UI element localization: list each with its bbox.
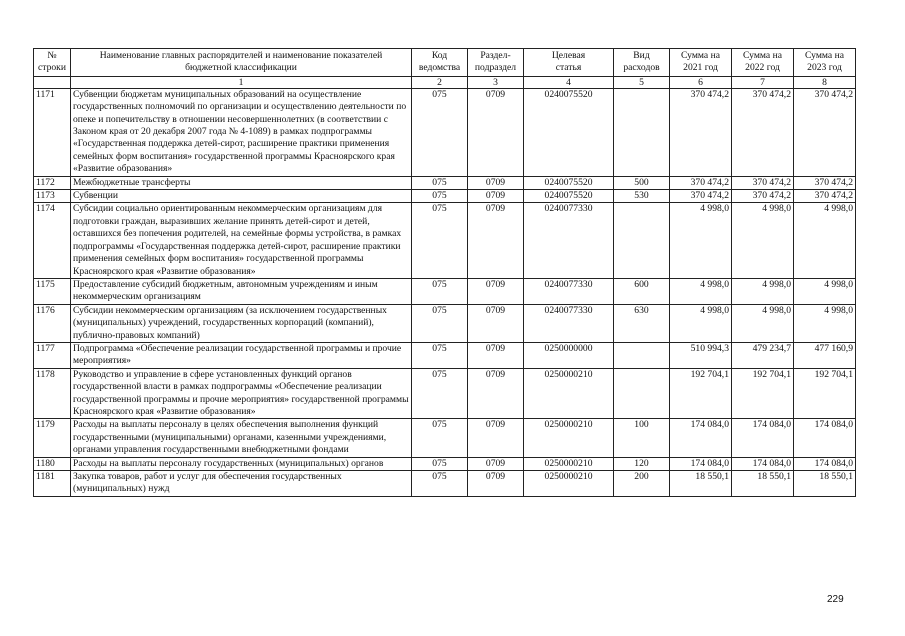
sum-2022-cell: 174 084,0 [732, 419, 794, 457]
column-number: 3 [468, 76, 524, 88]
sum-2022-cell: 4 998,0 [732, 278, 794, 304]
row-number-cell: 1181 [34, 471, 71, 497]
row-number-cell: 1176 [34, 304, 71, 342]
razdel-cell: 0709 [468, 471, 524, 497]
ved-cell: 075 [412, 342, 468, 368]
target-article-cell: 0240077330 [524, 304, 614, 342]
sum-2023-cell: 4 998,0 [794, 278, 856, 304]
column-number-row [34, 76, 856, 88]
expense-type-cell: 500 [614, 176, 670, 189]
header-sum-2021: Сумма на 2021 год [670, 49, 732, 77]
target-article-cell: 0240077330 [524, 203, 614, 278]
ved-cell: 075 [412, 368, 468, 419]
ved-cell: 075 [412, 457, 468, 470]
column-number: 5 [614, 76, 670, 88]
sum-2023-cell: 370 474,2 [794, 190, 856, 203]
sum-2021-cell: 370 474,2 [670, 176, 732, 189]
table-row [34, 88, 856, 176]
expense-type-cell: 600 [614, 278, 670, 304]
table-row [34, 457, 856, 470]
expense-type-cell: 200 [614, 471, 670, 497]
row-number-cell: 1173 [34, 190, 71, 203]
header-sum-2023: Сумма на 2023 год [794, 49, 856, 77]
ved-cell: 075 [412, 419, 468, 457]
sum-2022-cell: 192 704,1 [732, 368, 794, 419]
row-number-cell: 1174 [34, 203, 71, 278]
row-number-cell: 1180 [34, 457, 71, 470]
sum-2021-cell: 4 998,0 [670, 278, 732, 304]
sum-2021-cell: 174 084,0 [670, 419, 732, 457]
ved-cell: 075 [412, 88, 468, 176]
table-row [34, 203, 856, 278]
header-razdel: Раздел- подраздел [468, 49, 524, 77]
sum-2021-cell: 510 994,3 [670, 342, 732, 368]
expense-type-cell: 120 [614, 457, 670, 470]
sum-2022-cell: 370 474,2 [732, 190, 794, 203]
sum-2021-cell: 4 998,0 [670, 203, 732, 278]
ved-cell: 075 [412, 471, 468, 497]
column-number: 8 [794, 76, 856, 88]
name-cell: Закупка товаров, работ и услуг для обеспечения государственных (муниципальных) нужд [71, 471, 412, 497]
sum-2023-cell: 370 474,2 [794, 176, 856, 189]
header-target-article: Целевая статья [524, 49, 614, 77]
header-expense-type: Вид расходов [614, 49, 670, 77]
sum-2021-cell: 4 998,0 [670, 304, 732, 342]
name-cell: Руководство и управление в сфере установленных функций органов государственной власти в рамках подпрограммы «Обеспечение реализации государственной программы и прочие мероприятия» государственной программы Красноярского края «Развитие образования» [71, 368, 412, 419]
header-name: Наименование главных распорядителей и наименование показателей бюджетной классификации [71, 49, 412, 77]
sum-2022-cell: 174 084,0 [732, 457, 794, 470]
sum-2022-cell: 4 998,0 [732, 304, 794, 342]
ved-cell: 075 [412, 176, 468, 189]
row-number-cell: 1177 [34, 342, 71, 368]
budget-table [33, 48, 856, 497]
column-number [34, 76, 71, 88]
sum-2022-cell: 370 474,2 [732, 176, 794, 189]
header-sum-2022: Сумма на 2022 год [732, 49, 794, 77]
table-row [34, 471, 856, 497]
row-number-cell: 1178 [34, 368, 71, 419]
razdel-cell: 0709 [468, 419, 524, 457]
name-cell: Субсидии социально ориентированным некоммерческим организациям для подготовки граждан, выразивших желание принять детей-сирот и детей, оставшихся без попечения родителей, на семейные формы устройства, в рамках подпрограммы «Государственная поддержка детей-сирот, расширение практики применения семейных форм воспитания» государственной программы Красноярского края «Развитие образования» [71, 203, 412, 278]
sum-2021-cell: 174 084,0 [670, 457, 732, 470]
table-body [34, 88, 856, 496]
sum-2022-cell: 4 998,0 [732, 203, 794, 278]
name-cell: Предоставление субсидий бюджетным, автономным учреждениям и иным некоммерческим организациям [71, 278, 412, 304]
sum-2023-cell: 174 084,0 [794, 457, 856, 470]
expense-type-cell [614, 342, 670, 368]
ved-cell: 075 [412, 203, 468, 278]
sum-2021-cell: 370 474,2 [670, 88, 732, 176]
column-number: 6 [670, 76, 732, 88]
target-article-cell: 0240075520 [524, 190, 614, 203]
target-article-cell: 0250000210 [524, 368, 614, 419]
name-cell: Подпрограмма «Обеспечение реализации государственной программы и прочие мероприятия» [71, 342, 412, 368]
table-row [34, 342, 856, 368]
expense-type-cell: 530 [614, 190, 670, 203]
sum-2022-cell: 370 474,2 [732, 88, 794, 176]
header-row [34, 49, 856, 77]
column-number: 7 [732, 76, 794, 88]
table-row [34, 419, 856, 457]
target-article-cell: 0240075520 [524, 176, 614, 189]
razdel-cell: 0709 [468, 368, 524, 419]
target-article-cell: 0250000210 [524, 471, 614, 497]
header-ved: Код ведомства [412, 49, 468, 77]
name-cell: Расходы на выплаты персоналу в целях обеспечения выполнения функций государственными (муниципальными) органами, казенными учреждениями, органами управления государственными внебюджетными фондами [71, 419, 412, 457]
razdel-cell: 0709 [468, 457, 524, 470]
row-number-cell: 1172 [34, 176, 71, 189]
name-cell: Субсидии некоммерческим организациям (за исключением государственных (муниципальных) учреждений, государственных корпораций (компаний), публично-правовых компаний) [71, 304, 412, 342]
name-cell: Межбюджетные трансферты [71, 176, 412, 189]
sum-2022-cell: 479 234,7 [732, 342, 794, 368]
sum-2023-cell: 4 998,0 [794, 304, 856, 342]
table-row [34, 304, 856, 342]
target-article-cell: 0250000210 [524, 457, 614, 470]
table-row [34, 368, 856, 419]
table-row [34, 190, 856, 203]
sum-2021-cell: 370 474,2 [670, 190, 732, 203]
expense-type-cell [614, 88, 670, 176]
sum-2021-cell: 192 704,1 [670, 368, 732, 419]
row-number-cell: 1171 [34, 88, 71, 176]
sum-2023-cell: 192 704,1 [794, 368, 856, 419]
sum-2023-cell: 174 084,0 [794, 419, 856, 457]
razdel-cell: 0709 [468, 176, 524, 189]
ved-cell: 075 [412, 190, 468, 203]
razdel-cell: 0709 [468, 190, 524, 203]
target-article-cell: 0250000210 [524, 419, 614, 457]
razdel-cell: 0709 [468, 278, 524, 304]
sum-2021-cell: 18 550,1 [670, 471, 732, 497]
table-row [34, 176, 856, 189]
ved-cell: 075 [412, 278, 468, 304]
ved-cell: 075 [412, 304, 468, 342]
sum-2023-cell: 18 550,1 [794, 471, 856, 497]
row-number-cell: 1179 [34, 419, 71, 457]
target-article-cell: 0250000000 [524, 342, 614, 368]
expense-type-cell [614, 203, 670, 278]
header-row-number: № строки [34, 49, 71, 77]
expense-type-cell [614, 368, 670, 419]
razdel-cell: 0709 [468, 88, 524, 176]
table-row [34, 278, 856, 304]
razdel-cell: 0709 [468, 203, 524, 278]
target-article-cell: 0240077330 [524, 278, 614, 304]
column-number: 2 [412, 76, 468, 88]
name-cell: Расходы на выплаты персоналу государственных (муниципальных) органов [71, 457, 412, 470]
page-number: 229 [827, 594, 844, 605]
row-number-cell: 1175 [34, 278, 71, 304]
expense-type-cell: 100 [614, 419, 670, 457]
target-article-cell: 0240075520 [524, 88, 614, 176]
name-cell: Субвенции [71, 190, 412, 203]
document-page [33, 48, 855, 497]
razdel-cell: 0709 [468, 342, 524, 368]
column-number: 4 [524, 76, 614, 88]
sum-2023-cell: 4 998,0 [794, 203, 856, 278]
sum-2022-cell: 18 550,1 [732, 471, 794, 497]
name-cell: Субвенции бюджетам муниципальных образований на осуществление государственных полномочий по организации и осуществлению деятельности по опеке и попечительству в отношении несовершеннолетних (в соответствии с Законом края от 20 декабря 2007 года № 4-1089) в рамках подпрограммы «Государственная поддержка детей-сирот, расширение практики применения семейных форм воспитания» государственной программы Красноярского края «Развитие образования» [71, 88, 412, 176]
sum-2023-cell: 370 474,2 [794, 88, 856, 176]
expense-type-cell: 630 [614, 304, 670, 342]
column-number: 1 [71, 76, 412, 88]
sum-2023-cell: 477 160,9 [794, 342, 856, 368]
razdel-cell: 0709 [468, 304, 524, 342]
